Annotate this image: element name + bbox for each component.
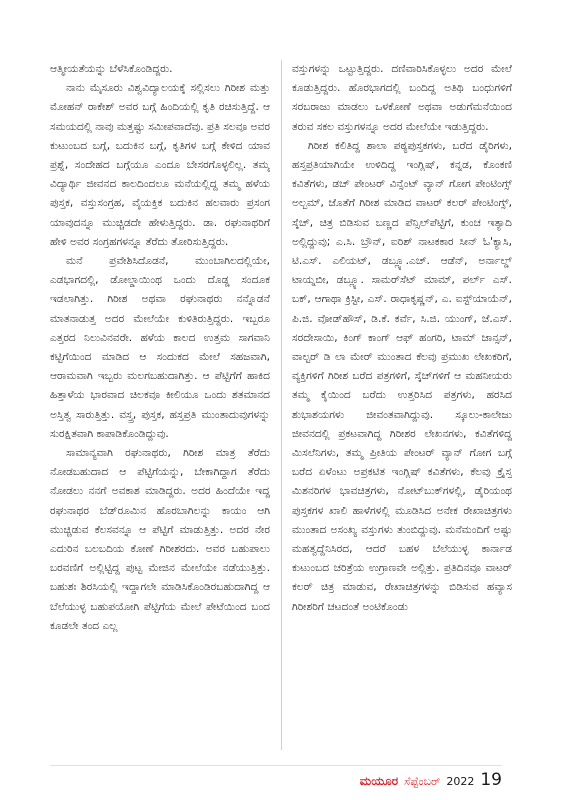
paragraph: ಗಿರೀಶ ಕಲಿತಿದ್ದ ಶಾಲಾ ಪಠ್ಯಪುಸ್ತಕಗಳು, ಬರೆದ ಡೈರಿಗಳು, ಹಸ್ತಪ್ರತಿಯಾಗಿಯೇ ಉಳಿದಿದ್ದ ಇಂಗ್ಲಿಷ್, ಕನ್ನಡ, ಕೊಂಕಣಿ ಕವಿತೆಗಳು, ಡಚ್ ಪೇಂಟರ್ ವಿನ್ಸೆಂಟ್ ವ್ಯಾನ್ ಗೋಗ ಪೇಂಟಿಂಗ್ಸ್ ಅಲ್ಬಮ್, ಜೊತೆಗೆ ಗಿರೀಶ ಮಾಡಿದ ವಾಟರ್ ಕಲರ್ ಪೇಂಟಿಂಗ್ಸ್, ಸ್ಕೆಚ್, ಚಿತ್ರ ಬಿಡಿಸುವ ಬಣ್ಣದ ಪೆನ್ಸಿಲ್‌ಪೆಟ್ಟಿಗೆ, ಕುಂಚ ಇತ್ಯಾದಿ ಅಲ್ಲಿದ್ದುವು; ಎ.ಸಿ. ಬ್ರೌನ್, ಐರಿಶ್ ನಾಟಕಕಾರ ಸೀನ್ ಓ'ಕ್ಯಾಸಿ, ಟಿ.ಎಸ್. ಎಲಿಯಟ್, ಡಬ್ಲ್ಯೂ.ಎಚ್. ಆಡೆನ್, ಅರ್ನಾಲ್ಡ್ ಟಾಯ್ನಬೀ, ಡಬ್ಲ್ಯೂ. ಸಾಮರ್‌ಸೆಟ್ ಮಾಮ್, ಪರ್ಲ್ ಎಸ್. ಬಕ್, ಆಗಾಥಾ ಕ್ರಿಸ್ಟೀ, ಎಸ್. ರಾಧಾಕೃಷ್ಣನ್, ಎ. ಐಸ್ಟ್‌ಯಾಯೆನ್, ಪಿ.ಜಿ. ವೋಡ್‌ಹೌಸ್, ಡಿ.ಕೆ. ಕರ್ವೆ, ಸಿ.ಜಿ. ಯುಂಗ್, ಜೆ.ಎಸ್. ಸರದೇಸಾಯಿ, ಕಿಂಗ್ ಕಾಂಗ್ ಆಫ್ ಹಂಗರಿ, ಟಾಮ್ ಜಾನ್ಸನ್, ವಾಲ್ಟರ್ ಡಿ ಲಾ ಮೇರ್ ಮುಂತಾದ ಕೆಲವು ಪ್ರಮುಖ ಲೇಖಕರಿಗೆ, ವ್ಯಕ್ತಿಗಳಿಗೆ ಗಿರೀಶ ಬರೆದ ಪತ್ರಗಳಿಗೆ, ಸ್ಕೆಚ್‌ಗಳಿಗೆ ಆ ಮಹನೀಯರು ತಮ್ಮ ಕೈಯಿಂದ ಬರೆದು ಉತ್ತರಿಸಿದ ಪತ್ರಗಳು, ಹರಸಿದ ಶುಭಾಶಯಗಳು ಜೀವಂತವಾಗಿದ್ದುವು. ಸ್ಕೂಲು-ಕಾಲೇಜು ಜೀವನದಲ್ಲಿ ಪ್ರಕಟವಾಗಿದ್ದ ಗಿರೀಶರ ಲೇಖನಗಳು, ಕವಿತೆಗಳಿದ್ದ ಮಿಸಲೆನಿಗಳು, ತಮ್ಮ ಪ್ರೀತಿಯ ಪೇಂಟರ್ ವ್ಯಾನ್ ಗೋಗ ಬಗ್ಗೆ ಬರೆದ ಏಳೆಂಟು ಅಪ್ರಕಟಿತ ಇಂಗ್ಲಿಷ್ ಕವಿತೆಗಳು, ಕೆಲವು ಕ್ರೈಸ್ತ ಮಿಶನರಿಗಳ ಭಾವಚಿತ್ರಗಳು, ನೋಟ್‌ಬುಕ್‌ಗಳಲ್ಲಿ, ಡೈರಿಯಂಥ ಪುಸ್ತಕಗಳ ಖಾಲಿ ಹಾಳೆಗಳಲ್ಲಿ ಮೂಡಿಸಿದ ಅನೇಕ ರೇಖಾಚಿತ್ರಗಳು ಮುಂತಾದ ಅಸಂಖ್ಯ ವಸ್ತುಗಳು ತುಂಬಿದ್ದುವು. ಮನೆಮಂದಿಗೆ ಅಷ್ಟು ಮಹತ್ವದ್ದೆನಿಸಿರದ, ಆದರೆ ಬಹಳ ಬೆಲೆಯುಳ್ಳ ಕಾರ್ನಾಡ ಕುಟುಂಬದ ಚರಿತ್ರೆಯ ಉಗ್ರಾಣವೇ ಅಲ್ಲಿತ್ತು. ಪ್ರತಿದಿನವೂ ವಾಟರ್ ಕಲರ್ ಚಿತ್ರ ಮಾಡುವ, ರೇಖಾಚಿತ್ರಗಳನ್ನು ಬಿಡಿಸುವ ಹವ್ಯಾಸ ಗಿರೀಶರಿಗೆ ಚಟದಂತೆ ಅಂಟಿಕೊಂಡು [292,139,512,613]
magazine-name: ಮಯೂರ [359,774,399,788]
paragraph: ಮನೆ ಪ್ರವೇಶಿಸಿದೊಡನೆ, ಮುಂಬಾಗಿಲದಲ್ಲಿಯೇ, ಎಡಭಾಗದಲ್ಲಿ, ಡೋಲ್ಡಾಯಿಂಥ ಒಂದು ದೊಡ್ಡ ಸಂದೂಕ ಇಡಲಾಗಿತ್ತು. ಗಿರೀಶ ಅಥವಾ ರಘುನಾಥರು ನನ್ನೊಡನೆ ಮಾತನಾಡುತ್ತ ಅದರ ಮೇಲೆಯೇ ಕುಳಿತಿರುತ್ತಿದ್ದರು. ಇಬ್ಬರೂ ಎತ್ತರದ ನಿಲುವಿನವರೇ. ಹಳೆಯ ಕಾಲದ ಉತ್ತಮ ಸಾಗವಾನಿ ಕಟ್ಟಿಗೆಯಿಂದ ಮಾಡಿದ ಆ ಸಂದುಕದ ಮೇಲೆ ಸಹಜವಾಗಿ, ಆರಾಮವಾಗಿ ಇಬ್ಬರು ಮಲಗಬಹುದಾಗಿತ್ತು. ಆ ಪೆಟ್ಟಿಗೆಗೆ ಹಾಕಿದ ಹಿತ್ತಾಳೆಯ ಭಾರವಾದ ಚಿಲಕವೂ ಕೀಲಿಯೂ ಒಂದು ಶತಮಾನದ ಅಸ್ತಿತ್ವ ಸಾರುತ್ತಿತ್ತು. ವಸ್ತ್ರ, ಪುಸ್ತಕ, ಹಸ್ತಪ್ರತಿ ಮುಂತಾದುವುಗಳನ್ನು ಸುರಕ್ಷಿತವಾಗಿ ಕಾಪಾಡಿಕೊಂಡಿದ್ದುವು. [50,255,270,440]
paragraph: ಆತ್ಮೀಯತೆಯನ್ನು ಬೆಳೆಸಿಕೊಂಡಿದ್ದರು. [50,63,173,75]
page-footer [360,770,502,790]
paragraph: ಸಾಮಾನ್ಯವಾಗಿ ರಘುನಾಥರು, ಗಿರೀಶ ಮಾತ್ರ ತೆರೆದು ನೋಡಬಹುದಾದ ಆ ಪೆಟ್ಟಿಗೆಯನ್ನು, ಬೇಕಾಗಿದ್ದಾಗ ತೆರೆದು ನೋಡಲು ನನಗೆ ಅವಕಾಶ ಮಾಡಿದ್ದರು. ಅದರ ಹಿಂದೆಯೇ ಇದ್ದ ರಘುನಾಥರ ಬೆಡ್‌ರೂಮಿನ ಹೊರಬಾಗಿಲನ್ನು ಕಾಯಂ ಆಗಿ ಮುಚ್ಚಿಡುವ ಕೆಲಸವನ್ನೂ ಆ ಪೆಟ್ಟಿಗೆ ಮಾಡುತ್ತಿತ್ತು. ಅದರ ನೇರ ಎದುರಿನ ಬಲಬದಿಯ ಕೋಣೆ ಗಿರೀಶರದು. ಅವರ ಬಹುಪಾಲು ಬರವಣಿಗೆ ಅಲ್ಲಿಟ್ಟಿದ್ದ ಪುಟ್ಟ ಮೇಜಿನ ಮೇಲೆಯೇ ನಡೆಯುತ್ತಿತ್ತು. ಬಹುಶಃ ಶಿರಸಿಯಲ್ಲಿ ಇದ್ದಾಗಲೇ ಮಾಡಿಸಿಕೊಂಡಿರಬಹುದಾಗಿದ್ದ ಆ ಬೆಲೆಯುಳ್ಳ ಬಹುಪಯೋಗಿ ಪೆಟ್ಟಿಗೆಯ ಮೇಲೆ ಪೇಟೆಯಿಂದ ಬಂದ ಕೂಡಲೇ ತಂದ ಎಲ್ಲ [50,447,270,632]
column-divider [281,60,282,750]
paragraph: ನಾನು ಮೈಸೂರು ವಿಶ್ವವಿದ್ಯಾಲಯಕ್ಕೆ ಸಲ್ಲಿಸಲು ಗಿರೀಶ ಮತ್ತು ಮೋಹನ್ ರಾಕೇಶ್ ಅವರ ಬಗ್ಗೆ ಹಿಂದಿಯಲ್ಲಿ ಕೃತಿ ರಚಿಸುತ್ತಿದ್ದೆ. ಆ ಸಮಯದಲ್ಲಿ ನಾವು ಮತ್ತಷ್ಟು ಸಮೀಪವಾದೆವು. ಪ್ರತಿ ಸಲವೂ ಅವರ ಕುಟುಂಬದ ಬಗ್ಗೆ, ಬದುಕಿನ ಬಗ್ಗೆ, ಕೃತಿಗಳ ಬಗ್ಗೆ ಕೇಳಿದ ಯಾವ ಪ್ರಶ್ನೆ, ಸಂದೇಹದ ಬಗ್ಗೆಯೂ ಎಂದೂ ಬೇಸರಗೊಳ್ಳಲಿಲ್ಲ. ತಮ್ಮ ವಿದ್ಯಾರ್ಥಿ ಜೀವನದ ಕಾಲದಿಂದಲೂ ಮನೆಯಲ್ಲಿದ್ದ ತಮ್ಮ ಹಳೆಯ ಪುಸ್ತಕ, ವಸ್ತುಸಂಗ್ರಹ, ವೈಯಕ್ತಿಕ ಬದುಕಿನ ಹಲವಾರು ಪ್ರಸಂಗ ಯಾವುದನ್ನೂ ಮುಚ್ಚಿಡದೇ ಹೇಳುತ್ತಿದ್ದರು. ಡಾ. ರಘುನಾಥರಿಗೆ ಹೇಳಿ ಅವರ ಸಂಗ್ರಹಗಳನ್ನೂ ತೆರೆದು ತೋರಿಸುತ್ತಿದ್ದರು. [50,82,270,248]
footer-divider [50,765,502,766]
issue-month: ಸೆಪ್ಟೆಂಬರ್ [404,775,441,788]
issue-year: 2022 [446,775,475,788]
article-column-left [50,60,270,750]
paragraph: ವಸ್ತುಗಳನ್ನು ಒಟ್ಟುತ್ತಿದ್ದರು. ದಣಿವಾರಿಸಿಕೊಳ್ಳಲು ಅದರ ಮೇಲೆ ಕೂಡುತ್ತಿದ್ದರು. ಹೊರಭಾಗದಲ್ಲಿ ಬಂದಿದ್ದ ಅತಿಥಿ ಬಂಧುಗಳಿಗೆ ಸರಬರಾಜು ಮಾಡಲು ಒಳಕೋಣೆ ಅಥವಾ ಅಡುಗೆಮನೆಯಿಂದ ತರುವ ಸಕಲ ವಸ್ತುಗಳನ್ನೂ ಅದರ ಮೇಲೆಯೇ ಇಡುತ್ತಿದ್ದರು. [292,63,512,133]
page-number: 19 [480,770,502,790]
article-column-right [292,60,512,750]
